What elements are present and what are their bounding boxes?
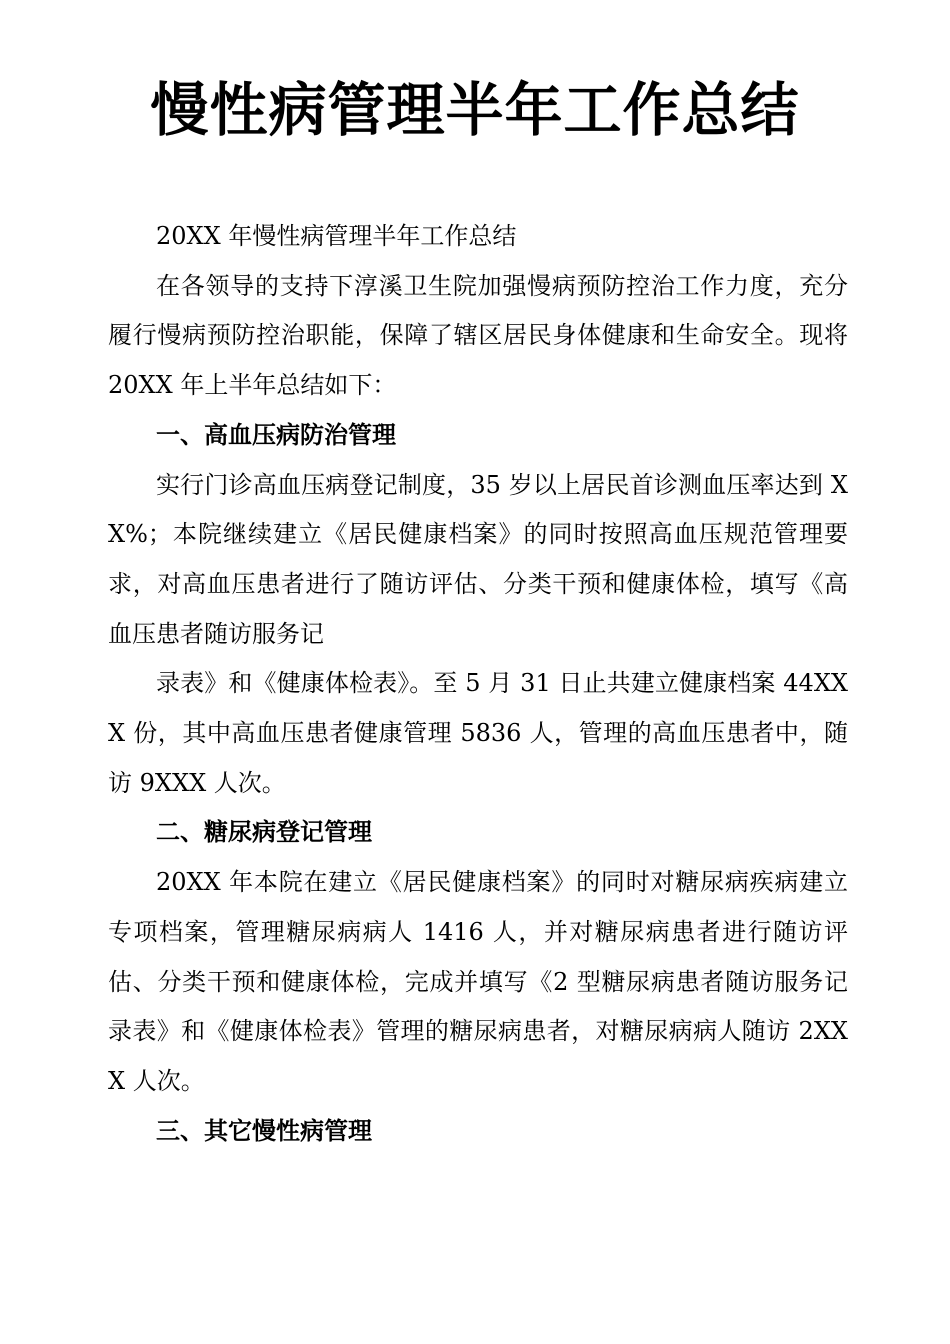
paragraph-hypertension-registration: 实行门诊高血压病登记制度，35 岁以上居民首诊测血压率达到 XX%；本院继续建立《居民健康档案》的同时按照高血压规范管理要求，对高血压患者进行了随访评估、分类干预和健康体检，填写《高血压患者随访服务记: [108, 470, 848, 648]
paragraph-intro: 在各领导的支持下淳溪卫生院加强慢病预防控治工作力度，充分履行慢病预防控治职能，保障了辖区居民身体健康和生命安全。现将 20XX 年上半年总结如下：: [108, 271, 848, 400]
paragraph-subtitle: 20XX 年慢性病管理半年工作总结: [156, 222, 517, 250]
document-title: 慢性病管理半年工作总结: [150, 76, 800, 144]
section-heading-hypertension: 一、高血压病防治管理: [156, 420, 396, 449]
document-body: [108, 212, 848, 1156]
section-heading-other-chronic: 三、其它慢性病管理: [156, 1116, 372, 1145]
paragraph-hypertension-records: 录表》和《健康体检表》。至 5 月 31 日止共建立健康档案 44XXX 份，其中高血压患者健康管理 5836 人，管理的高血压患者中，随访 9XXX 人次。: [108, 669, 848, 797]
section-heading-diabetes: 二、糖尿病登记管理: [156, 818, 372, 847]
paragraph-diabetes-management: 20XX 年本院在建立《居民健康档案》的同时对糖尿病疾病建立专项档案，管理糖尿病病人 1416 人，并对糖尿病患者进行随访评估、分类干预和健康体检，完成并填写《2 型糖尿病患者随访服务记录表》和《健康体检表》管理的糖尿病患者，对糖尿病病人随访 2XXX 人次。: [108, 868, 848, 1095]
